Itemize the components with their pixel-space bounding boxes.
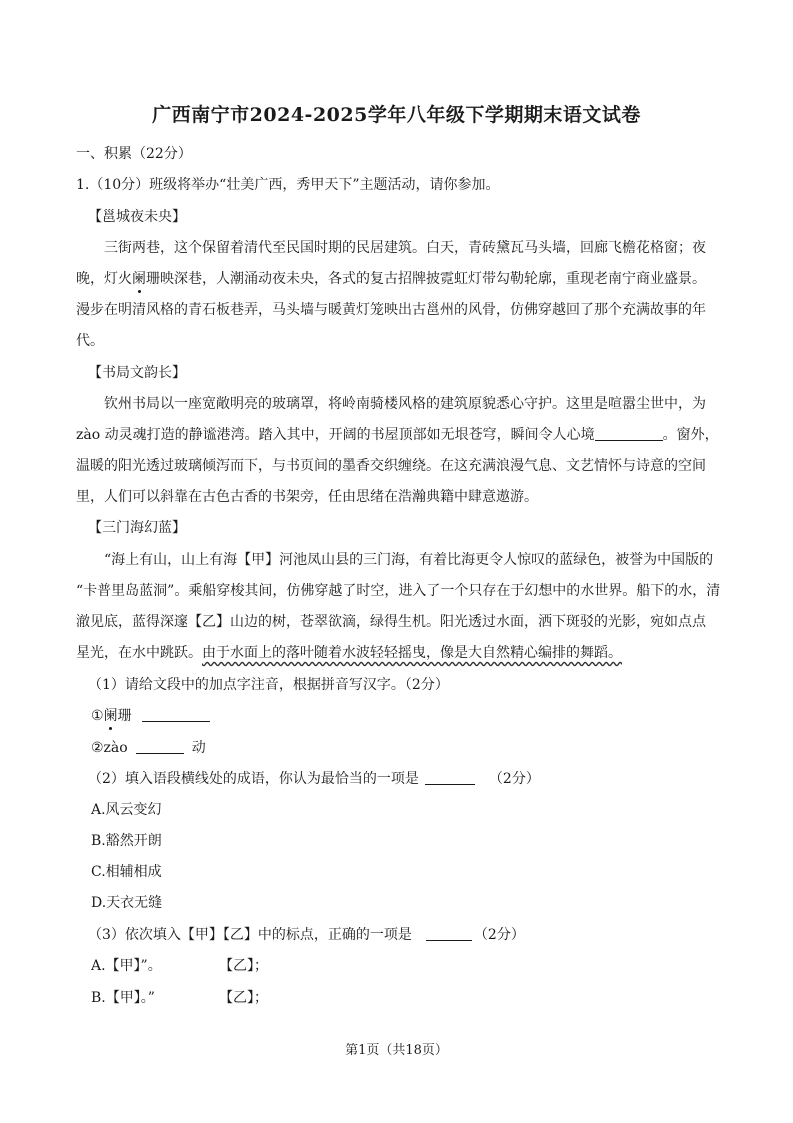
option-a: A.风云变幻 xyxy=(91,802,162,818)
answer-blank[interactable] xyxy=(142,707,210,722)
subquestion-1-item-b: ②zào 动 xyxy=(91,740,206,756)
question-1-stem: 1.（10分）班级将举办“壮美广西，秀甲天下”主题活动，请你参加。 xyxy=(76,177,500,193)
subquestion-1: （1）请给文段中的加点字注音，根据拼音写汉字。（2分） xyxy=(88,677,449,693)
paragraph-3-line-3: 澈见底，蓝得深邃【乙】山边的树，苍翠欲滴，绿得生机。阳光透过水面，洒下斑驳的光影，宛如点点 xyxy=(76,614,706,630)
option-d: D.天衣无缝 xyxy=(91,895,163,911)
paragraph-2-line-1: 钦州书局以一座宽敞明亮的玻璃罩，将岭南骑楼风格的建筑原貌悉心守护。这里是喧嚣尘世中，为 xyxy=(104,396,706,412)
paragraph-3-line-1: “海上有山，山上有海【甲】河池凤山县的三门海，有着比海更令人惊叹的蓝绿色，被誉为中国版的 xyxy=(104,552,714,568)
page-footer: 第1页（共18页） xyxy=(345,1043,448,1058)
punctuation-option-a: A.【甲】”。 【乙】； xyxy=(91,958,268,974)
paragraph-2-line-2: zào 动灵魂打造的静谧港湾。踏入其中，开阔的书屋顶部如无垠苍穹，瞬间令人心境 。窗外， xyxy=(76,427,719,443)
subheading-sanmenhai: 【三门海幻蓝】 xyxy=(88,520,186,536)
subheading-yongcheng: 【邕城夜未央】 xyxy=(88,209,186,225)
paragraph-3-line-2: “卡普里岛蓝洞”。乘船穿梭其间，仿佛穿越了时空，进入了一个只存在于幻想中的水世界。船下的水，清 xyxy=(76,583,721,599)
wavy-underlined-sentence: 由于水面上的落叶随着水波轻轻摇曳，像是大自然精心编排的舞蹈。 xyxy=(202,645,622,661)
option-b: B.豁然开朗 xyxy=(91,833,162,849)
paragraph-1-line-2: 晚，灯火阑珊映深巷，人潮涌动夜未央，各式的复古招牌披霓虹灯带勾勒轮廓，重现老南宁商业盛景。 xyxy=(76,268,724,288)
section-heading: 一、积累（22分） xyxy=(76,146,192,162)
option-c: C.相辅相成 xyxy=(91,864,162,880)
answer-blank[interactable] xyxy=(136,739,184,754)
idiom-blank xyxy=(595,426,663,441)
page-title: 广西南宁市2024-2025学年八年级下学期期末语文试卷 xyxy=(152,104,641,126)
paragraph-1-line-3: 漫步在明清风格的青石板巷弄，马头墙与暖黄灯笼映出古邕州的风骨，仿佛穿越回了那个充满故事的年 xyxy=(76,302,706,318)
answer-blank[interactable] xyxy=(426,926,472,941)
subquestion-2: （2）填入语段横线处的成语，你认为最恰当的一项是 （2分） xyxy=(88,771,540,787)
paragraph-1-line-1: 三街两巷，这个保留着清代至民国时期的民居建筑。白天，青砖黛瓦马头墙，回廊飞檐花格窗；夜 xyxy=(104,240,706,256)
paragraph-2-line-3: 温暖的阳光透过玻璃倾泻而下，与书页间的墨香交织缠绕。在这充满浪漫气息、文艺情怀与诗意的空间 xyxy=(76,458,706,474)
dotted-char: 阑 xyxy=(132,268,146,288)
answer-blank[interactable] xyxy=(425,770,475,785)
paragraph-3-line-4: 星光，在水中跳跃。由于水面上的落叶随着水波轻轻摇曳，像是大自然精心编排的舞蹈。 xyxy=(76,645,622,661)
subheading-bookstore: 【书局文韵长】 xyxy=(88,365,186,381)
punctuation-option-b: B.【甲】。” 【乙】； xyxy=(91,990,268,1006)
subquestion-3: （3）依次填入【甲】【乙】中的标点，正确的一项是 （2分） xyxy=(88,927,525,943)
paragraph-1-line-4: 代。 xyxy=(76,333,104,349)
subquestion-1-item-a: ①阑珊 xyxy=(91,705,739,725)
paragraph-2-line-4: 里，人们可以斜靠在古色古香的书架旁，任由思绪在浩瀚典籍中肆意遨游。 xyxy=(76,489,538,505)
